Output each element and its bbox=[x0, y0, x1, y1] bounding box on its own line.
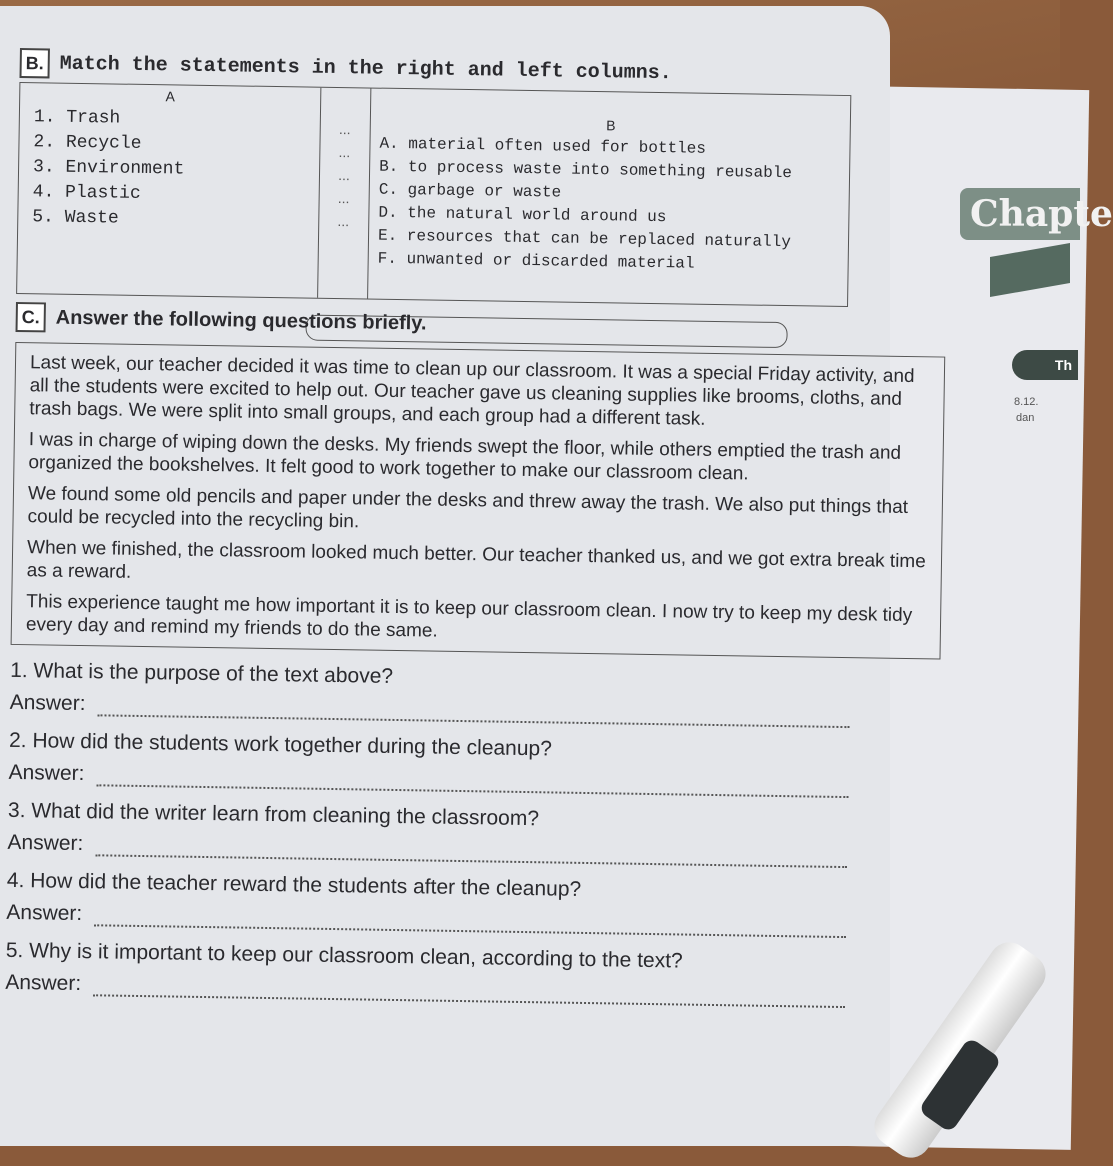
column-b-header: B bbox=[606, 117, 616, 134]
side-text-2: dan bbox=[1016, 412, 1035, 424]
answer-blank[interactable]: ... bbox=[337, 190, 350, 207]
question-item bbox=[8, 729, 849, 798]
answer-line[interactable] bbox=[7, 831, 847, 868]
right-item: C. garbage or waste bbox=[378, 180, 562, 202]
question-text: 2. How did the students work together during the cleanup? bbox=[8, 728, 553, 761]
answer-blank[interactable] bbox=[94, 910, 846, 938]
column-a bbox=[17, 83, 321, 298]
left-item: 2. Recycle bbox=[33, 132, 142, 154]
left-item: 1. Trash bbox=[33, 107, 121, 129]
reading-passage bbox=[11, 342, 946, 660]
question-item bbox=[7, 799, 848, 868]
question-item bbox=[9, 659, 850, 728]
answer-label: Answer: bbox=[5, 970, 82, 996]
passage-paragraph: We found some old pencils and paper under the desks and threw away the trash. We also put things that could be recycled into the recycling bin. bbox=[27, 483, 909, 533]
answer-blank[interactable]: ... bbox=[338, 144, 351, 161]
question-item bbox=[5, 939, 846, 1008]
passage-paragraph: When we finished, the classroom looked much better. Our teacher thanked us, and we got extra break time as a reward. bbox=[26, 537, 926, 583]
section-c-letter: C. bbox=[16, 302, 46, 332]
question-text: 5. Why is it important to keep our classroom clean, according to the text? bbox=[5, 938, 683, 973]
question-text: 4. How did the teacher reward the students after the cleanup? bbox=[6, 868, 582, 901]
worksheet-content bbox=[5, 46, 926, 1008]
left-item: 3. Environment bbox=[32, 157, 185, 180]
passage-paragraph: Last week, our teacher decided it was time to clean up our classroom. It was a special Friday activity, and all the students were excited to help out. Our teacher gave us cleaning supplies like brooms, cloths, and trash bags. We were split into small groups, and each group had a different task. bbox=[29, 352, 915, 430]
worksheet-page bbox=[0, 6, 926, 1146]
column-b bbox=[369, 89, 850, 306]
answer-label: Answer: bbox=[9, 690, 86, 716]
section-b-letter: B. bbox=[19, 48, 49, 78]
side-text-1: 8.12. bbox=[1014, 396, 1039, 408]
question-item bbox=[6, 869, 847, 938]
section-c-instruction: Answer the following questions briefly. bbox=[55, 306, 427, 334]
answer-blank[interactable] bbox=[93, 980, 845, 1008]
answer-blank[interactable]: ... bbox=[338, 121, 351, 138]
section-b-instruction: Match the statements in the right and left columns. bbox=[59, 52, 672, 85]
right-item: D. the natural world around us bbox=[378, 203, 667, 227]
answer-blank[interactable] bbox=[96, 770, 848, 798]
passage-paragraph: This experience taught me how important it is to keep our classroom clean. I now try to keep my desk tidy every day and remind my friends to do the same. bbox=[25, 591, 913, 642]
column-a-header: A bbox=[165, 88, 176, 105]
right-item: B. to process waste into something reusable bbox=[379, 157, 793, 183]
matching-table bbox=[16, 82, 851, 307]
answer-blank[interactable] bbox=[95, 840, 847, 868]
right-item: A. material often used for bottles bbox=[379, 134, 707, 158]
answer-label: Answer: bbox=[6, 900, 83, 926]
answer-line[interactable] bbox=[9, 691, 849, 728]
answer-label: Answer: bbox=[7, 830, 84, 856]
chapter-tag: Chapte bbox=[960, 188, 1080, 240]
answer-label: Answer: bbox=[8, 760, 85, 786]
answer-blank[interactable]: ... bbox=[337, 213, 350, 230]
right-item: F. unwanted or discarded material bbox=[377, 249, 695, 273]
right-item: E. resources that can be replaced naturally bbox=[377, 226, 792, 252]
answer-dots-column bbox=[317, 88, 371, 299]
left-item: 5. Waste bbox=[32, 207, 119, 229]
answer-blank[interactable] bbox=[97, 700, 849, 728]
answer-line[interactable] bbox=[5, 971, 845, 1008]
left-item: 4. Plastic bbox=[32, 182, 141, 204]
question-list bbox=[5, 659, 850, 1008]
answer-line[interactable] bbox=[6, 901, 846, 938]
answer-blank[interactable]: ... bbox=[338, 167, 350, 184]
answer-line[interactable] bbox=[8, 761, 848, 798]
passage-paragraph: I was in charge of wiping down the desks. My friends swept the floor, while others emptied the trash and organized the bookshelves. It felt good to work together to make our classroom clean. bbox=[28, 429, 902, 485]
question-text: 1. What is the purpose of the text above? bbox=[10, 658, 394, 688]
question-text: 3. What did the writer learn from cleaning the classroom? bbox=[7, 798, 540, 831]
side-tab-label: Th bbox=[1012, 350, 1078, 380]
